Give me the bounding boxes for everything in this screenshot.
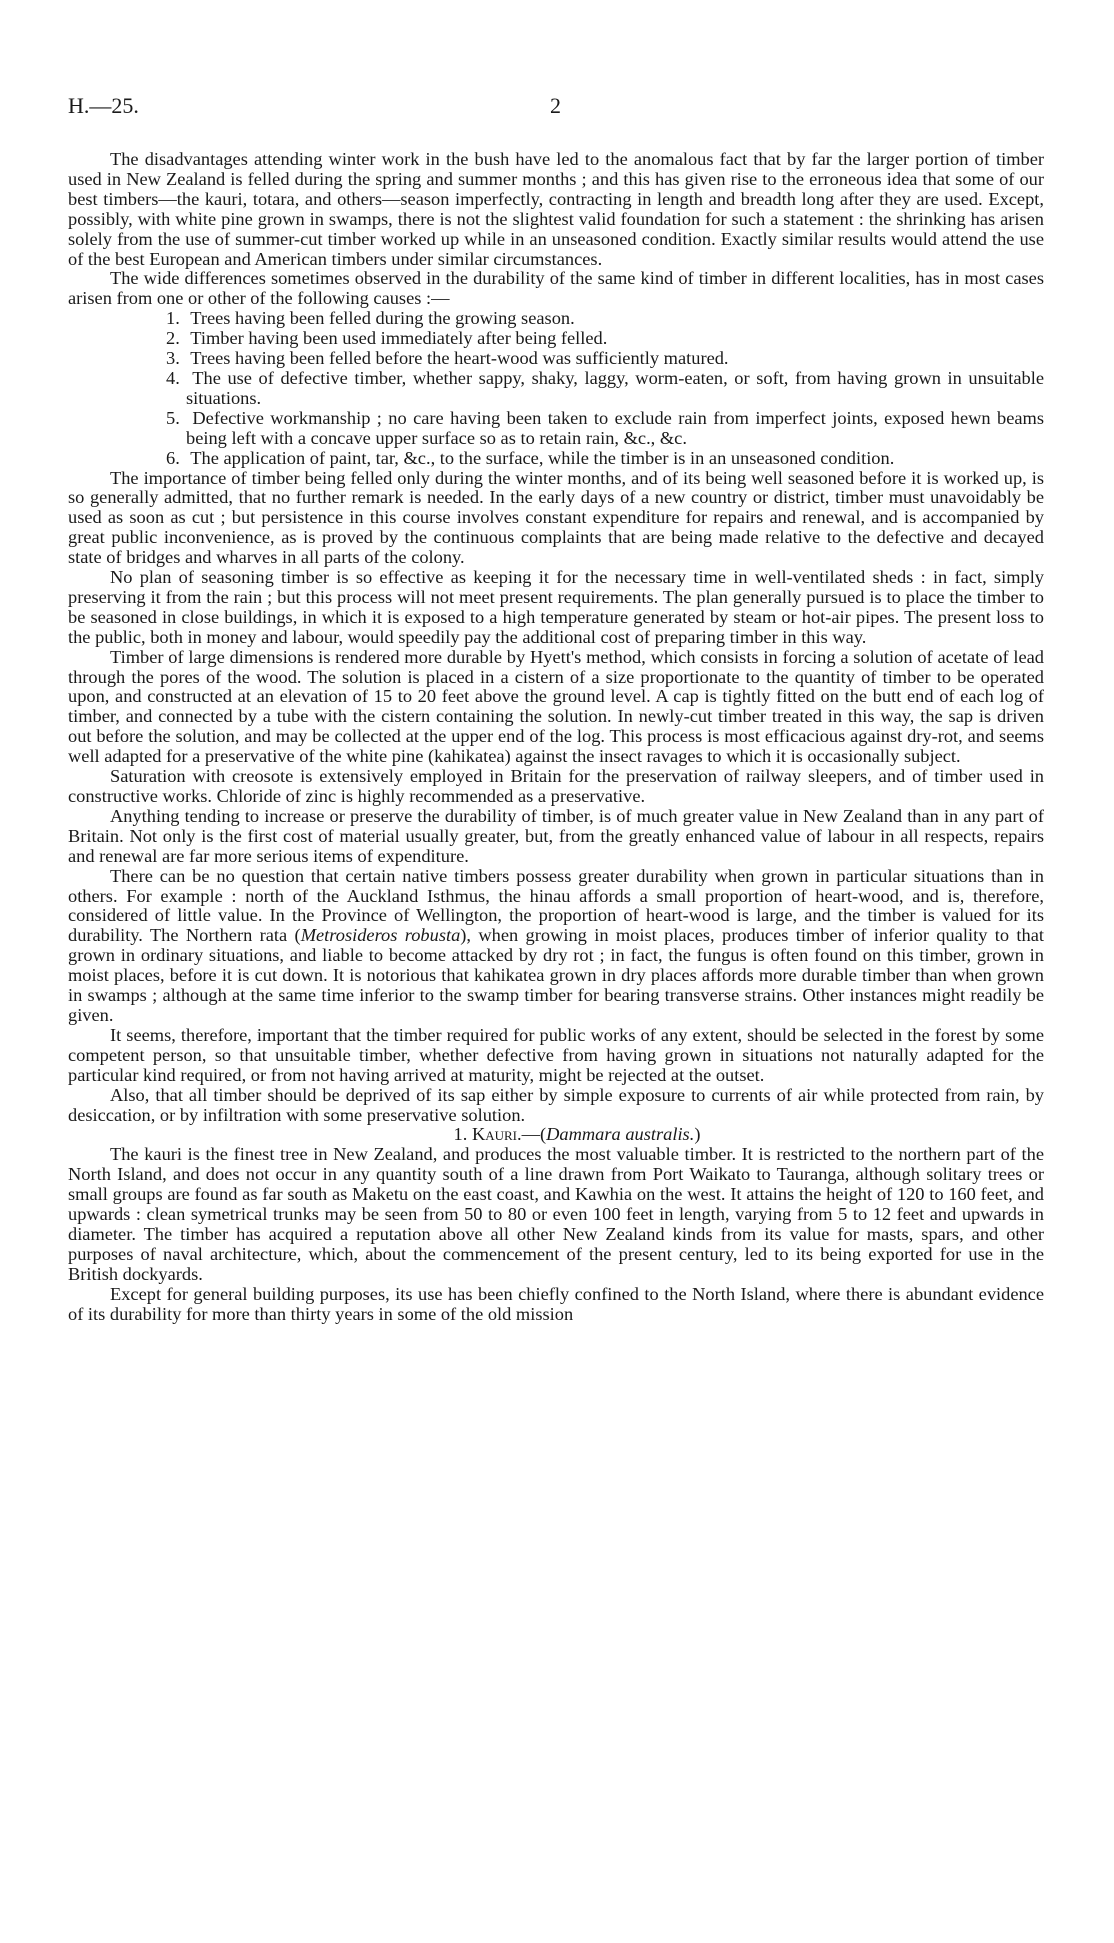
list-item-number: 4. xyxy=(166,367,180,388)
paragraph-kauri-usage: Except for general building purposes, its use has been chiefly confined to the North Island, where there is abundant evidence of its durability for more than thirty years in some of the old mission xyxy=(68,1283,1044,1324)
list-item xyxy=(68,349,1044,369)
list-item xyxy=(68,309,1044,329)
paragraph-text: There can be no question that certain native timbers possess greater durability when grown in particular situations than in others. For example : north of the Auckland Isthmus, the hinau affords a small proportion of heart-wood, and is, therefore, considered of little value. In the Province of Wellington, the proportion of heart-wood is large, and the timber is valued for its durability. The Northern rata ( xyxy=(68,865,1044,946)
list-item-text: Trees having been felled during the growing season. xyxy=(190,308,575,329)
list-item-number: 2. xyxy=(166,328,180,349)
paragraph-durability-value: Anything tending to increase or preserve the durability of timber, is of much greater value in New Zealand than in any part of Britain. Not only is the first cost of material usually greater, but, from the greatly enhanced value of labour in all respects, repairs and renewal are far more serious items of expenditure. xyxy=(68,805,1044,866)
document-reference: H.—25. xyxy=(68,93,139,118)
page-header xyxy=(68,93,1044,133)
paragraph-sap-removal: Also, that all timber should be deprived of its sap either by simple exposure to currents of air while protected from rain, by desiccation, or by infiltration with some preservative solution. xyxy=(68,1084,1044,1125)
list-item-number: 1. xyxy=(166,308,180,329)
list-item-number: 3. xyxy=(166,348,180,369)
paragraph-native-timbers xyxy=(68,867,1044,1026)
paragraph-durability-causes: The wide differences sometimes observed in the durability of the same kind of timber in different localities, has in most cases arisen from one or other of the following causes :— xyxy=(68,268,1044,309)
section-dash: .—( xyxy=(517,1124,547,1145)
list-item-text: The application of paint, tar, &c., to the surface, while the timber is in an unseasoned condition. xyxy=(190,447,895,468)
section-heading-kauri xyxy=(68,1125,1044,1145)
page-body xyxy=(68,150,1044,1324)
section-number: 1. xyxy=(453,1124,468,1145)
list-item xyxy=(68,449,1044,469)
list-item xyxy=(68,329,1044,349)
paragraph-winter-work: The disadvantages attending winter work in the bush have led to the anomalous fact that by far the larger portion of timber used in New Zealand is felled during the spring and summer months ; and this has given rise to the erroneous idea that some of our best timbers—the kauri, totara, and others—season imperfectly, contracting in length and breadth long after they are used. Except, possibly, with white pine grown in swamps, there is not the slightest valid foundation for such a statement : the shrinking has arisen solely from the use of summer-cut timber worked up while in an unseasoned condition. Exactly similar results would attend the use of the best European and American timbers under similar circumstances. xyxy=(68,149,1044,269)
list-item-text: The use of defective timber, whether sappy, shaky, laggy, worm-eaten, or soft, from having grown in unsuitable situations. xyxy=(186,367,1045,408)
paragraph-hyett-method: Timber of large dimensions is rendered more durable by Hyett's method, which consists in forcing a solution of acetate of lead through the pores of the wood. The solution is placed in a cistern of a size proportionate to the quantity of timber to be operated upon, and constructed at an elevation of 15 to 20 feet above the ground level. A cap is tightly fitted on the butt end of each log of timber, and connected by a tube with the cistern containing the solution. In newly-cut timber treated in this way, the sap is driven out before the solution, and may be collected at the upper end of the log. This process is most efficacious against dry-rot, and seems well adapted for a preservative of the white pine (kahikatea) against the insect ravages to which it is occasionally subject. xyxy=(68,646,1044,767)
paragraph-felling-season: The importance of timber being felled only during the winter months, and of its being well seasoned before it is worked up, is so generally admitted, that no further remark is needed. In the early days of a new country or district, timber must unavoidably be used as soon as cut ; but persistence in this course involves constant expenditure for repairs and renewal, and is accompanied by great public inconvenience, as is proved by the continuous complaints that are being made relative to the defective and decayed state of bridges and wharves in all parts of the colony. xyxy=(68,467,1044,568)
list-item-text: Defective workmanship ; no care having been taken to exclude rain from imperfect joints, exposed hewn beams being left with a concave upper surface so as to retain rain, &c., &c. xyxy=(186,407,1044,448)
paragraph-creosote: Saturation with creosote is extensively employed in Britain for the preservation of railway sleepers, and of timber used in constructive works. Chloride of zinc is highly recommended as a preservative. xyxy=(68,766,1044,806)
latin-name: Dammara australis. xyxy=(546,1124,695,1145)
section-close: ) xyxy=(694,1124,701,1145)
paragraph-timber-selection: It seems, therefore, important that the timber required for public works of any extent, should be selected in the forest by some competent person, so that unsuitable timber, whether defective from having grown in situations not naturally adapted for the particular kind required, or from not having arrived at maturity, might be rejected at the outset. xyxy=(68,1024,1044,1085)
page-number: 2 xyxy=(550,93,561,118)
list-item xyxy=(68,409,1044,449)
list-item-number: 5. xyxy=(166,407,180,428)
list-item-text: Timber having been used immediately after being felled. xyxy=(190,328,608,349)
list-item-text: Trees having been felled before the heart-wood was sufficiently matured. xyxy=(190,348,729,369)
paragraph-seasoning: No plan of seasoning timber is so effective as keeping it for the necessary time in well-ventilated sheds : in fact, simply preserving it from the rain ; but this process will not meet present requirements. The plan generally pursued is to place the timber to be seasoned in close buildings, in which it is exposed to a high temperature generated by steam or hot-air pipes. The present loss to the public, both in money and labour, would speedily pay the additional cost of preparing timber in this way. xyxy=(68,567,1044,647)
list-item-number: 6. xyxy=(166,447,180,468)
section-title: Kauri xyxy=(471,1124,518,1145)
causes-list xyxy=(68,309,1044,468)
paragraph-kauri-description: The kauri is the finest tree in New Zealand, and produces the most valuable timber. It is restricted to the northern part of the North Island, and does not occur in any quantity south of a line drawn from Port Waikato to Tauranga, although solitary trees or small groups are found as far south as Maketu on the east coast, and Kawhia on the west. It attains the height of 120 to 160 feet, and upwards : clean symetrical trunks may be seen from 50 to 80 or even 100 feet in length, varying from 5 to 12 feet and upwards in diameter. The timber has acquired a reputation above all other New Zealand kinds from its value for masts, spars, and other purposes of naval architecture, which, about the commencement of the present century, led to its being exported for use in the British dockyards. xyxy=(68,1144,1044,1284)
list-item xyxy=(68,369,1044,409)
latin-name: Metrosideros robusta xyxy=(300,925,461,946)
paragraph-text: ), when growing in moist places, produces timber of inferior quality to that grown in ordinary situations, and liable to become attacked by dry rot ; in fact, the fungus is often found on this timber, grown in moist places, before it is cut down. It is notorious that kahikatea grown in dry places affords more durable timber than when grown in swamps ; although at the same time inferior to the swamp timber for bearing transverse strains. Other instances might readily be given. xyxy=(68,925,1044,1025)
